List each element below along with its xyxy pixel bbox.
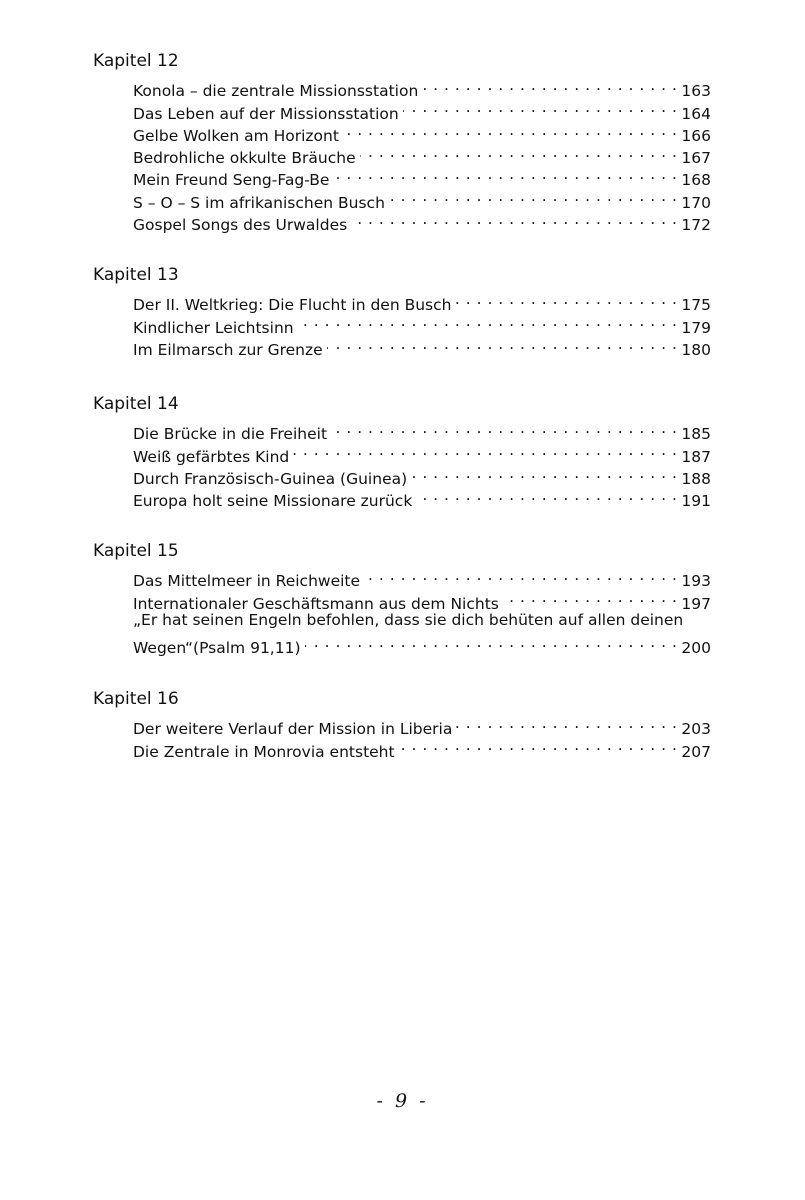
toc-entry [133, 631, 711, 658]
entry-page-number: 180 [681, 340, 711, 359]
entry-title: Gospel Songs des Urwaldes [133, 216, 348, 235]
entry-page-number: 200 [681, 639, 711, 658]
dot-leader [399, 734, 678, 756]
entry-page-number: 166 [681, 126, 711, 145]
entry-title: Wegen“(Psalm 91,11) [133, 639, 301, 658]
toc-entry [133, 564, 711, 591]
dot-leader [343, 119, 677, 141]
chapter-15 [93, 540, 713, 658]
entry-page-number: 187 [681, 447, 711, 466]
entry-title: Der II. Weltkrieg: Die Flucht in den Busch [133, 296, 452, 315]
dot-leader [411, 462, 677, 484]
entry-title: Die Zentrale in Monrovia entsteht [133, 742, 395, 761]
chapter-entries [133, 417, 711, 511]
chapter-heading: Kapitel 16 [93, 689, 179, 709]
dot-leader [327, 333, 678, 355]
entry-title: Mein Freund Seng-Fag-Be [133, 171, 330, 190]
entry-page-number: 172 [681, 216, 711, 235]
toc-entry [133, 288, 711, 315]
entry-page-number: 168 [681, 171, 711, 190]
entry-page-number: 193 [681, 572, 711, 591]
entry-page-number: 175 [681, 296, 711, 315]
chapter-12 [93, 50, 713, 235]
entry-title: Europa holt seine Missionare zurück [133, 492, 413, 511]
entry-title: S – O – S im afrikanischen Busch [133, 193, 385, 212]
dot-leader [364, 564, 677, 586]
dot-leader [360, 141, 678, 163]
entry-page-number: 179 [681, 318, 711, 337]
entry-page-number: 191 [681, 492, 711, 511]
entry-page-number: 203 [681, 720, 711, 739]
entry-page-number: 170 [681, 193, 711, 212]
toc-entry [133, 74, 711, 101]
entry-title: Das Mittelmeer in Reichweite [133, 572, 361, 591]
dot-leader [456, 712, 677, 734]
dot-leader [298, 310, 678, 332]
chapter-16 [93, 688, 713, 761]
chapter-entries [133, 74, 711, 235]
chapter-heading: Kapitel 15 [93, 541, 179, 561]
chapter-13 [93, 264, 713, 359]
entry-page-number: 188 [681, 469, 711, 488]
entry-title: Kindlicher Leichtsinn [133, 318, 294, 337]
entry-page-number: 197 [681, 594, 711, 613]
entry-title-line-1: „Er hat seinen Engeln befohlen, dass sie dich behüten auf allen deinen [133, 610, 684, 629]
entry-page-number: 167 [681, 149, 711, 168]
chapter-entries [133, 564, 711, 658]
chapter-entries [133, 712, 711, 761]
entry-title: Weiß gefärbtes Kind [133, 447, 290, 466]
toc-entry [133, 417, 711, 444]
dot-leader [403, 96, 678, 118]
dot-leader [455, 288, 677, 310]
entry-page-number: 207 [681, 742, 711, 761]
entry-title: Im Eilmarsch zur Grenze [133, 340, 323, 359]
dot-leader [305, 631, 678, 653]
entry-title: Internationaler Geschäftsmann aus dem Nichts [133, 594, 499, 613]
entry-title: Der weitere Verlauf der Mission in Liberia [133, 720, 453, 739]
entry-title: Konola – die zentrale Missionsstation [133, 82, 419, 101]
entry-page-number: 164 [681, 104, 711, 123]
dot-leader [333, 163, 677, 185]
dot-leader [416, 484, 677, 506]
dot-leader [293, 439, 677, 461]
chapter-heading: Kapitel 14 [93, 394, 179, 414]
page-number-footer: - 9 - [376, 1090, 429, 1112]
chapter-entries [133, 288, 711, 359]
entry-title: Gelbe Wolken am Horizont [133, 126, 339, 145]
chapter-heading: Kapitel 12 [93, 51, 179, 71]
toc-entry [133, 712, 711, 739]
dot-leader [351, 208, 677, 230]
dot-leader [389, 185, 678, 207]
dot-leader [331, 417, 677, 439]
chapter-heading: Kapitel 13 [93, 265, 179, 285]
dot-leader [422, 74, 677, 96]
entry-title: Die Brücke in die Freiheit [133, 425, 328, 444]
entry-title: Das Leben auf der Missionsstation [133, 104, 399, 123]
entry-title: Bedrohliche okkulte Bräuche [133, 149, 356, 168]
entry-page-number: 163 [681, 82, 711, 101]
chapter-14 [93, 393, 713, 511]
dot-leader [503, 586, 678, 608]
entry-title: Durch Französisch-Guinea (Guinea) [133, 469, 408, 488]
entry-page-number: 185 [681, 425, 711, 444]
